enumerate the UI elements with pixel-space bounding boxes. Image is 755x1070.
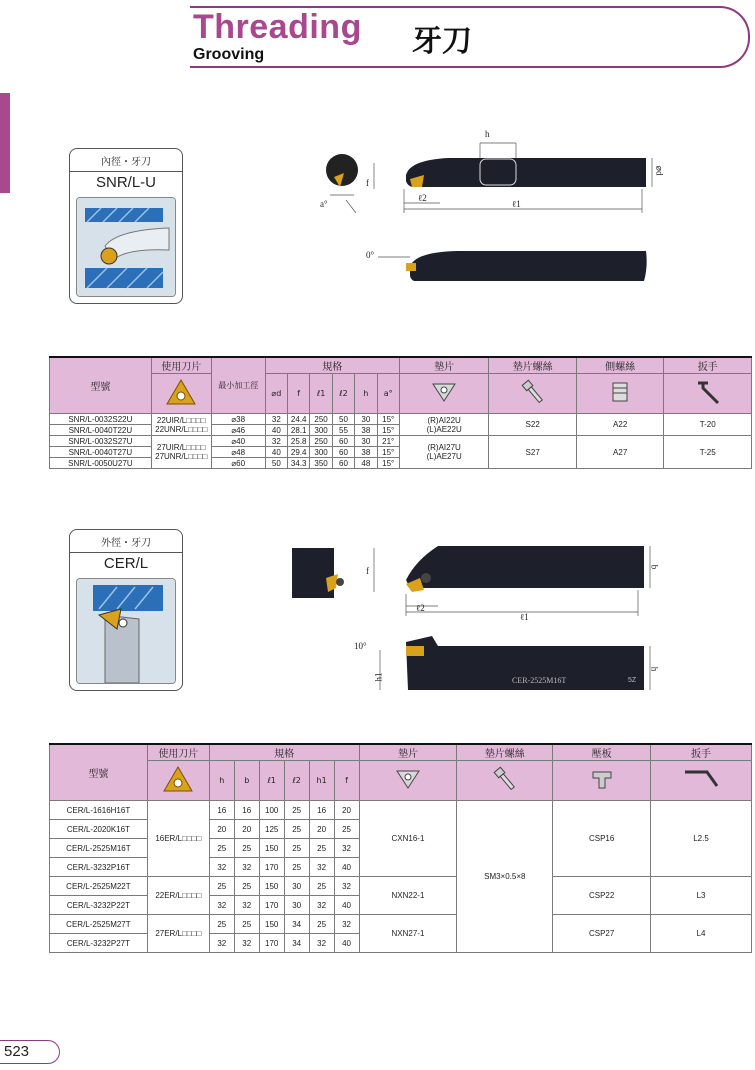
cer-b: 32 xyxy=(234,858,259,877)
cer-th-shim-screw: 墊片螺絲 xyxy=(457,744,553,761)
cer-clamp: CSP16 xyxy=(553,801,651,877)
cer-f: 32 xyxy=(334,839,359,858)
snr-th-side-screw: 側螺絲 xyxy=(576,357,663,374)
snr-wrench: T-25 xyxy=(664,436,752,469)
snr-shim: (L)AE27U xyxy=(426,452,462,461)
page-title-cn: 牙刀 xyxy=(412,24,472,59)
cer-dim-h1: h1 xyxy=(373,672,384,682)
snr-blade: 27UIR/L□□□□ xyxy=(156,443,206,452)
screw-icon xyxy=(457,761,553,801)
snr-th-sub-l1: ℓ1 xyxy=(310,374,332,414)
snr-th-sub-a: a° xyxy=(377,374,399,414)
cer-wrench: L4 xyxy=(651,915,752,953)
snr-dim-l1: ℓ1 xyxy=(512,199,521,209)
snr-l2: 60 xyxy=(332,436,354,447)
insert-icon xyxy=(147,761,209,801)
snr-shim-screw: S27 xyxy=(489,436,576,469)
cer-th-model: 型號 xyxy=(50,744,148,801)
snr-minbore: ⌀38 xyxy=(211,414,265,425)
shim-icon xyxy=(399,374,489,414)
snr-blade-group-1 xyxy=(151,414,211,436)
snr-label-cn: 內徑・牙刀 xyxy=(101,157,151,168)
page-subtitle: Grooving xyxy=(193,46,265,63)
cer-th-wrench: 扳手 xyxy=(651,744,752,761)
snr-h: 48 xyxy=(355,458,377,469)
screw-icon xyxy=(489,374,576,414)
cer-th-sub-h: h xyxy=(209,761,234,801)
snr-h: 38 xyxy=(355,425,377,436)
snr-model: SNR/L-0032S27U xyxy=(50,436,152,447)
cer-l1: 125 xyxy=(259,820,284,839)
snr-f: 34.3 xyxy=(288,458,310,469)
cer-l2: 25 xyxy=(284,839,309,858)
snr-dim-zero: 0° xyxy=(366,250,375,260)
snr-shim: (R)AI27U xyxy=(427,443,461,452)
cer-h1: 16 xyxy=(309,801,334,820)
snr-d: 32 xyxy=(265,436,287,447)
cer-l1: 170 xyxy=(259,896,284,915)
cer-wrench: L2.5 xyxy=(651,801,752,877)
cer-h: 20 xyxy=(209,820,234,839)
cer-l1: 170 xyxy=(259,934,284,953)
snr-model: SNR/L-0050U27U xyxy=(50,458,152,469)
cer-th-sub-h1: h1 xyxy=(309,761,334,801)
cer-product-box xyxy=(69,529,183,691)
cer-b: 25 xyxy=(234,915,259,934)
snr-minbore: ⌀60 xyxy=(211,458,265,469)
cer-shim: NXN22-1 xyxy=(359,877,457,915)
cer-od-illustration xyxy=(76,578,176,684)
snr-a: 15° xyxy=(377,458,399,469)
snr-blade: 22UNR/L□□□□ xyxy=(155,424,208,434)
snr-spec-table xyxy=(49,356,752,469)
cer-th-shim: 墊片 xyxy=(359,744,457,761)
cer-tool-drawing xyxy=(288,540,668,700)
snr-a: 15° xyxy=(377,414,399,425)
cer-h1: 32 xyxy=(309,896,334,915)
cer-th-sub-l2: ℓ2 xyxy=(284,761,309,801)
cer-shim: CXN16-1 xyxy=(359,801,457,877)
cer-shank-engraving: CER-2525M16T xyxy=(512,676,567,685)
cer-l1: 150 xyxy=(259,877,284,896)
cer-th-blade: 使用刀片 xyxy=(147,744,209,761)
snr-d: 40 xyxy=(265,425,287,436)
cer-b: 16 xyxy=(234,801,259,820)
cer-b: 25 xyxy=(234,839,259,858)
snr-minbore: ⌀48 xyxy=(211,447,265,458)
cer-shim-screw: SM3×0.5×8 xyxy=(457,801,553,953)
cer-label-en: CER/L xyxy=(70,552,182,574)
cer-h1: 25 xyxy=(309,839,334,858)
cer-th-sub-l1: ℓ1 xyxy=(259,761,284,801)
cer-dim-l2: ℓ2 xyxy=(416,603,425,613)
cer-th-clamp: 壓板 xyxy=(553,744,651,761)
cer-dim-h: h xyxy=(649,666,660,672)
page-title: Threading xyxy=(193,8,362,46)
cer-clamp: CSP22 xyxy=(553,877,651,915)
cer-h: 32 xyxy=(209,858,234,877)
snr-shim: (L)AE22U xyxy=(426,424,462,434)
cer-l1: 100 xyxy=(259,801,284,820)
cer-h: 32 xyxy=(209,896,234,915)
snr-dim-d: ⌀d xyxy=(654,165,665,176)
side-screw-icon xyxy=(576,374,663,414)
cer-l2: 25 xyxy=(284,858,309,877)
snr-f: 25.8 xyxy=(288,436,310,447)
clamp-icon xyxy=(553,761,651,801)
snr-l2: 50 xyxy=(332,414,354,425)
cer-blade: 16ER/L□□□□ xyxy=(147,801,209,877)
cer-b: 20 xyxy=(234,820,259,839)
cer-f: 32 xyxy=(334,915,359,934)
cer-shank-mark: 5Z xyxy=(628,677,637,684)
cer-b: 25 xyxy=(234,877,259,896)
snr-minbore: ⌀40 xyxy=(211,436,265,447)
cer-f: 32 xyxy=(334,877,359,896)
cer-f: 25 xyxy=(334,820,359,839)
snr-th-spec: 規格 xyxy=(265,357,399,374)
cer-model: CER/L-3232P16T xyxy=(50,858,148,877)
snr-h: 30 xyxy=(355,414,377,425)
cer-l1: 150 xyxy=(259,839,284,858)
cer-l2: 34 xyxy=(284,915,309,934)
cer-l2: 30 xyxy=(284,877,309,896)
cer-label-cn: 外徑・牙刀 xyxy=(101,538,151,549)
snr-minbore: ⌀46 xyxy=(211,425,265,436)
cer-l1: 150 xyxy=(259,915,284,934)
snr-d: 32 xyxy=(265,414,287,425)
snr-l2: 60 xyxy=(332,458,354,469)
cer-h1: 25 xyxy=(309,915,334,934)
snr-l2: 55 xyxy=(332,425,354,436)
hex-wrench-icon xyxy=(651,761,752,801)
snr-model: SNR/L-0040T22U xyxy=(50,425,152,436)
snr-model: SNR/L-0032S22U xyxy=(50,414,152,425)
cer-l2: 34 xyxy=(284,934,309,953)
snr-blade: 27UNR/L□□□□ xyxy=(155,452,208,461)
cer-l2: 25 xyxy=(284,820,309,839)
snr-blade-group-2 xyxy=(151,436,211,469)
snr-model: SNR/L-0040T27U xyxy=(50,447,152,458)
snr-a: 15° xyxy=(377,447,399,458)
page-number: 523 xyxy=(0,1040,60,1064)
snr-h: 30 xyxy=(355,436,377,447)
snr-label-en: SNR/L-U xyxy=(70,171,182,193)
shim-icon xyxy=(359,761,457,801)
snr-th-model: 型號 xyxy=(50,357,152,414)
snr-th-minbore: 最小加工徑 xyxy=(211,357,265,414)
cer-h: 25 xyxy=(209,915,234,934)
cer-th-sub-b: b xyxy=(234,761,259,801)
cer-th-sub-f: f xyxy=(334,761,359,801)
snr-shim: (R)AI22U xyxy=(427,415,461,425)
snr-f: 29.4 xyxy=(288,447,310,458)
cer-model: CER/L-2020K16T xyxy=(50,820,148,839)
snr-d: 50 xyxy=(265,458,287,469)
snr-side-screw: A27 xyxy=(576,436,663,469)
snr-wrench: T-20 xyxy=(664,414,752,436)
snr-l2: 60 xyxy=(332,447,354,458)
cer-dim-f: f xyxy=(366,566,369,576)
snr-tool-drawing xyxy=(318,125,663,285)
table-row xyxy=(50,414,752,425)
snr-a: 21° xyxy=(377,436,399,447)
snr-th-shim-screw: 墊片螺絲 xyxy=(489,357,576,374)
cer-h: 16 xyxy=(209,801,234,820)
snr-blade: 22UIR/L□□□□ xyxy=(156,415,206,425)
snr-shim-group-2 xyxy=(399,436,489,469)
table-row xyxy=(50,801,752,820)
cer-model: CER/L-1616H16T xyxy=(50,801,148,820)
cer-blade: 27ER/L□□□□ xyxy=(147,915,209,953)
cer-dim-b: b xyxy=(649,564,660,570)
snr-th-sub-l2: ℓ2 xyxy=(332,374,354,414)
cer-l1: 170 xyxy=(259,858,284,877)
insert-icon xyxy=(151,374,211,414)
cer-h: 25 xyxy=(209,839,234,858)
snr-l1: 350 xyxy=(310,458,332,469)
cer-h: 25 xyxy=(209,877,234,896)
snr-th-sub-h: h xyxy=(355,374,377,414)
snr-dim-a: a° xyxy=(320,199,328,209)
snr-th-shim: 墊片 xyxy=(399,357,489,374)
cer-f: 40 xyxy=(334,934,359,953)
snr-a: 15° xyxy=(377,425,399,436)
cer-f: 20 xyxy=(334,801,359,820)
cer-model: CER/L-3232P22T xyxy=(50,896,148,915)
snr-side-screw: A22 xyxy=(576,414,663,436)
cer-h1: 32 xyxy=(309,858,334,877)
cer-f: 40 xyxy=(334,858,359,877)
snr-l1: 250 xyxy=(310,414,332,425)
section-side-tab xyxy=(0,93,10,193)
cer-shim: NXN27-1 xyxy=(359,915,457,953)
cer-model: CER/L-2525M16T xyxy=(50,839,148,858)
cer-clamp: CSP27 xyxy=(553,915,651,953)
snr-h: 38 xyxy=(355,447,377,458)
table-row xyxy=(50,877,752,896)
table-row xyxy=(50,436,752,447)
cer-blade: 22ER/L□□□□ xyxy=(147,877,209,915)
cer-model: CER/L-3232P27T xyxy=(50,934,148,953)
snr-th-sub-d: ⌀d xyxy=(265,374,287,414)
cer-f: 40 xyxy=(334,896,359,915)
cer-h1: 25 xyxy=(309,877,334,896)
cer-dim-l1: ℓ1 xyxy=(520,612,529,622)
snr-f: 24.4 xyxy=(288,414,310,425)
snr-l1: 300 xyxy=(310,447,332,458)
snr-dim-l2: ℓ2 xyxy=(418,193,427,203)
snr-shim-screw: S22 xyxy=(489,414,576,436)
snr-th-wrench: 扳手 xyxy=(664,357,752,374)
cer-th-spec: 規格 xyxy=(209,744,359,761)
snr-product-box xyxy=(69,148,183,304)
cer-b: 32 xyxy=(234,934,259,953)
snr-d: 40 xyxy=(265,447,287,458)
snr-l1: 300 xyxy=(310,425,332,436)
snr-dim-f: f xyxy=(366,178,369,188)
cer-wrench: L3 xyxy=(651,877,752,915)
cer-dim-ten: 10° xyxy=(354,641,367,651)
cer-l2: 30 xyxy=(284,896,309,915)
cer-model: CER/L-2525M22T xyxy=(50,877,148,896)
cer-b: 32 xyxy=(234,896,259,915)
snr-th-blade: 使用刀片 xyxy=(151,357,211,374)
cer-h1: 20 xyxy=(309,820,334,839)
table-row xyxy=(50,915,752,934)
snr-shim-group-1 xyxy=(399,414,489,436)
snr-dim-h: h xyxy=(485,129,490,139)
cer-h1: 32 xyxy=(309,934,334,953)
snr-l1: 250 xyxy=(310,436,332,447)
cer-l2: 25 xyxy=(284,801,309,820)
snr-f: 28.1 xyxy=(288,425,310,436)
cer-spec-table xyxy=(49,743,752,953)
snr-th-sub-f: f xyxy=(288,374,310,414)
cer-h: 32 xyxy=(209,934,234,953)
cer-model: CER/L-2525M27T xyxy=(50,915,148,934)
torx-wrench-icon xyxy=(664,374,752,414)
snr-bore-illustration xyxy=(76,197,176,297)
